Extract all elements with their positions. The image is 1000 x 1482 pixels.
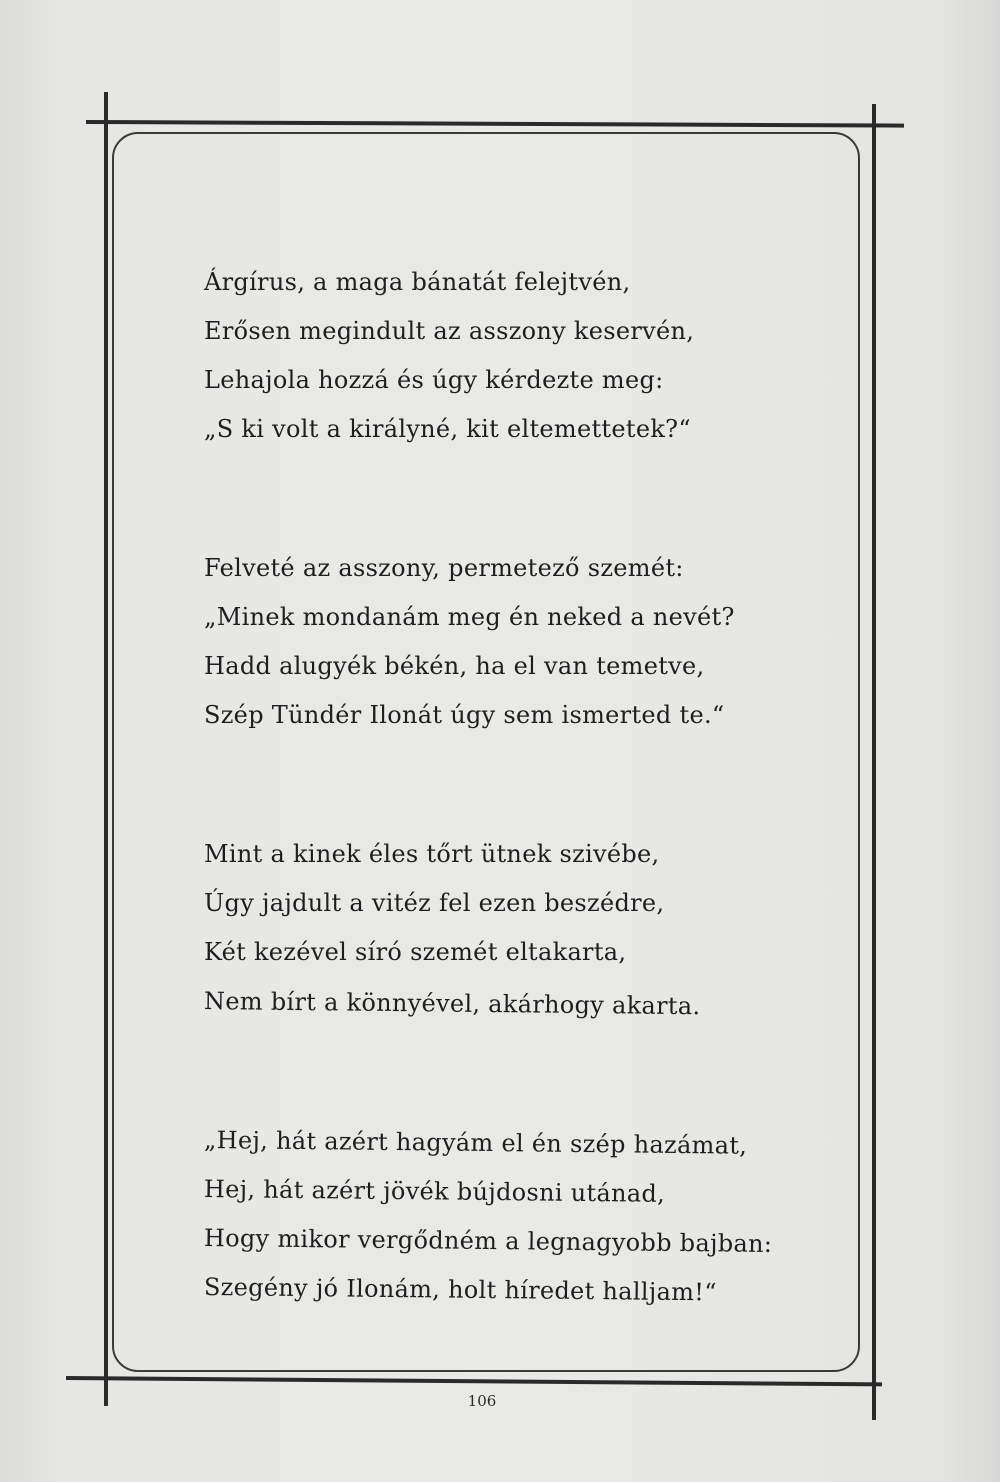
poem-line: Hogy mikor vergődném a legnagyobb bajban: xyxy=(203,1224,773,1258)
poem-line: Felveté az asszony, permetező szemét: xyxy=(204,554,684,582)
stanza-1 xyxy=(204,258,804,454)
poem-line: Hadd alugyék békén, ha el van temetve, xyxy=(204,652,705,680)
stanza-4 xyxy=(204,1116,804,1312)
poem-line: Úgy jajdult a vitéz fel ezen beszédre, xyxy=(204,889,665,917)
poem-line: Szép Tündér Ilonát úgy sem ismerted te.“ xyxy=(204,701,725,729)
poem-line: Lehajola hozzá és úgy kérdezte meg: xyxy=(204,366,664,394)
poem-line: Két kezével síró szemét eltakarta, xyxy=(204,938,627,966)
frame-rule-bottom xyxy=(66,1376,882,1386)
poem-line: „Hej, hát azért hagyám el én szép hazámat, xyxy=(203,1126,748,1160)
poem-line: Nem bírt a könnyével, akárhogy akarta. xyxy=(203,987,701,1021)
frame-rule-top xyxy=(86,120,904,128)
poem-line: „S ki volt a királyné, kit eltemettetek?“ xyxy=(204,415,691,443)
page-number: 106 xyxy=(467,1392,497,1410)
stanza-2 xyxy=(204,544,804,740)
poem-line: Erősen megindult az asszony keservén, xyxy=(204,317,695,345)
poem-text xyxy=(204,258,804,1312)
poem-line: Szegény jó Ilonám, holt híredet halljam!“ xyxy=(203,1273,717,1307)
frame-rule-left xyxy=(104,92,108,1406)
frame-rule-right xyxy=(872,104,876,1420)
poem-line: Hej, hát azért jövék bújdosni utánad, xyxy=(203,1175,666,1208)
poem-line: „Minek mondanám meg én neked a nevét? xyxy=(204,603,735,631)
poem-line: Mint a kinek éles tőrt ütnek szivébe, xyxy=(204,840,660,868)
stanza-3 xyxy=(204,830,804,1026)
poem-line: Árgírus, a maga bánatát felejtvén, xyxy=(204,268,631,296)
